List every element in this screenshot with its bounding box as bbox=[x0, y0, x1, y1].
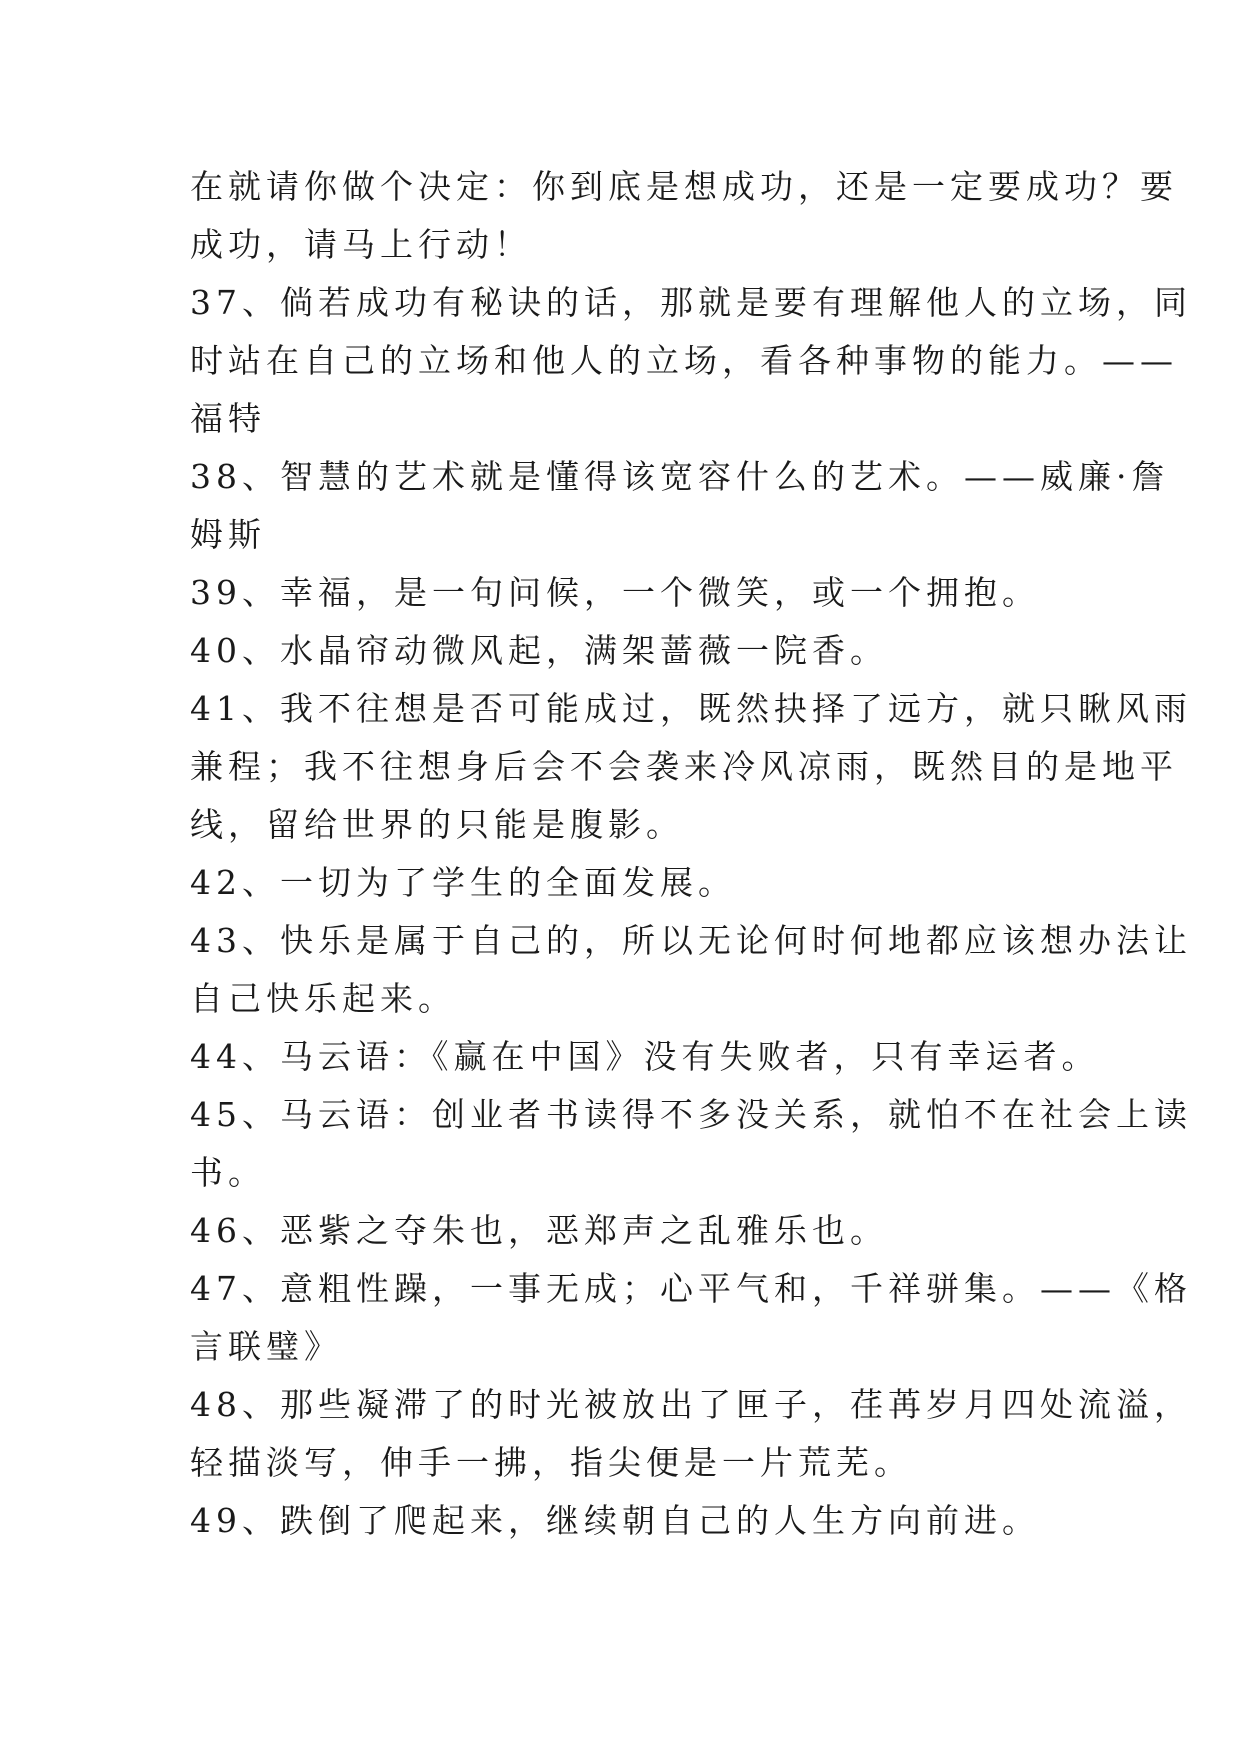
text-line: 40、水晶帘动微风起，满架蔷薇一院香。 bbox=[190, 631, 888, 670]
text-line: 46、恶紫之夺朱也，恶郑声之乱雅乐也。 bbox=[190, 1211, 888, 1250]
document-body bbox=[190, 158, 1192, 1550]
text-line: 37、倘若成功有秘诀的话，那就是要有理解他人的立场，同 bbox=[190, 283, 1192, 322]
text-line: 线，留给世界的只能是腹影。 bbox=[190, 805, 684, 844]
text-line: 轻描淡写，伸手一拂，指尖便是一片荒芜。 bbox=[190, 1443, 912, 1482]
text-line: 时站在自己的立场和他人的立场，看各种事物的能力。—— bbox=[190, 341, 1178, 380]
text-line: 在就请你做个决定：你到底是想成功，还是一定要成功？要 bbox=[190, 167, 1178, 206]
text-line: 41、我不往想是否可能成过，既然抉择了远方，就只瞅风雨 bbox=[190, 689, 1192, 728]
text-line: 39、幸福，是一句问候，一个微笑，或一个拥抱。 bbox=[190, 573, 1040, 612]
text-line: 42、一切为了学生的全面发展。 bbox=[190, 863, 736, 902]
text-line: 兼程；我不往想身后会不会袭来冷风凉雨，既然目的是地平 bbox=[190, 747, 1178, 786]
text-line: 49、跌倒了爬起来，继续朝自己的人生方向前进。 bbox=[190, 1501, 1040, 1540]
text-line: 书。 bbox=[190, 1153, 266, 1192]
text-line: 48、那些凝滞了的时光被放出了匣子，荏苒岁月四处流溢， bbox=[190, 1385, 1192, 1424]
text-line: 姆斯 bbox=[190, 515, 266, 554]
text-line: 47、意粗性躁，一事无成；心平气和，千祥骈集。——《格 bbox=[190, 1269, 1192, 1308]
text-line: 成功，请马上行动！ bbox=[190, 225, 532, 264]
text-line: 福特 bbox=[190, 399, 266, 438]
text-line: 自己快乐起来。 bbox=[190, 979, 456, 1018]
text-line: 言联璧》 bbox=[190, 1327, 342, 1366]
text-line: 38、智慧的艺术就是懂得该宽容什么的艺术。——威廉·詹 bbox=[190, 457, 1170, 496]
text-line: 43、快乐是属于自己的，所以无论何时何地都应该想办法让 bbox=[190, 921, 1192, 960]
text-line: 45、马云语：创业者书读得不多没关系，就怕不在社会上读 bbox=[190, 1095, 1192, 1134]
text-line: 44、马云语：《赢在中国》没有失败者，只有幸运者。 bbox=[190, 1037, 1100, 1076]
